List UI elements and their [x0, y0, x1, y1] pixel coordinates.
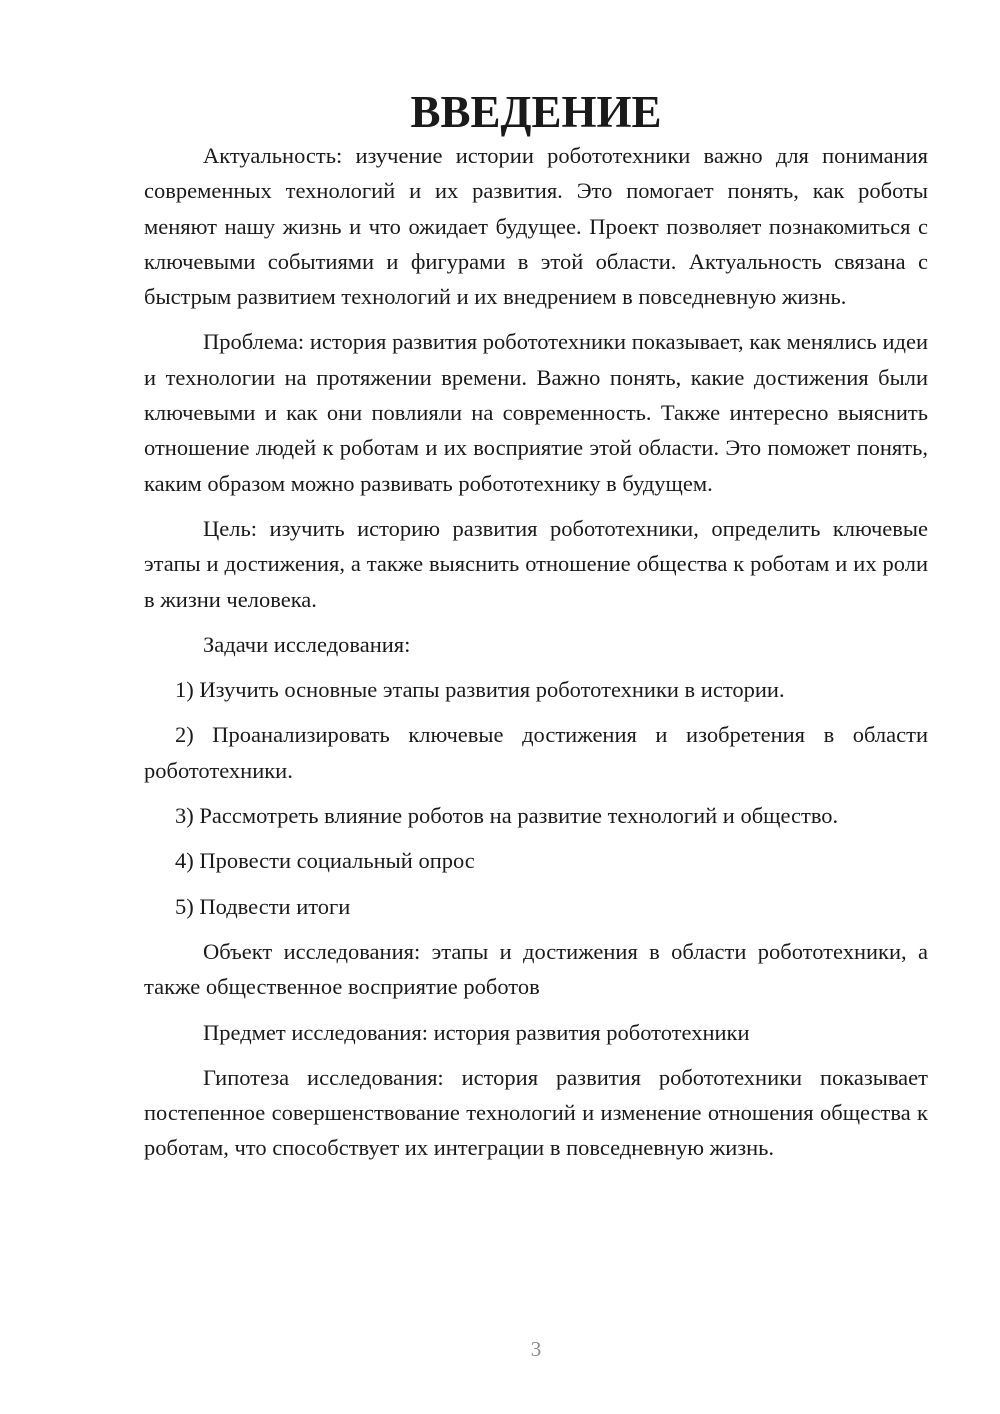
list-item: 2) Проанализировать ключевые достижения и изобретения в области робототехники.: [144, 722, 928, 783]
list-item: 5) Подвести итоги: [175, 893, 351, 919]
page-number: 3: [530, 1337, 542, 1361]
list-item: 4) Провести социальный опрос: [175, 848, 475, 874]
goal-paragraph: Цель: изучить историю развития робототехники, определить ключевые этапы и достижения, а также выяснить отношение общества к роботам и их роли в жизни человека.: [144, 515, 928, 612]
tasks-list: [144, 672, 928, 924]
list-item: 1) Изучить основные этапы развития робототехники в истории.: [175, 677, 785, 703]
list-item: 3) Рассмотреть влияние роботов на развитие технологий и общество.: [175, 803, 839, 829]
subject-paragraph: Предмет исследования: история развития робототехники: [203, 1019, 750, 1045]
page-title: ВВЕДЕНИЕ: [410, 87, 662, 137]
hypothesis-paragraph: Гипотеза исследования: история развития робототехники показывает постепенное совершенствование технологий и изменение отношения общества к роботам, что способствует их интеграции в повседневную жизнь.: [144, 1064, 928, 1161]
object-paragraph: Объект исследования: этапы и достижения в области робототехники, а также общественное восприятие роботов: [144, 938, 928, 1000]
tasks-intro: Задачи исследования:: [203, 631, 411, 657]
problem-paragraph: Проблема: история развития робототехники показывает, как менялись идеи и технологии на протяжении времени. Важно понять, какие достижения были ключевыми и как они повлияли на современность. Также интересно выяснить отношение людей к роботам и их восприятие этой области. Это поможет понять, каким образом можно развивать робототехнику в будущем.: [144, 329, 928, 496]
relevance-paragraph: Актуальность: изучение истории робототехники важно для понимания современных технологий и их развития. Это помогает понять, как роботы меняют нашу жизнь и что ожидает будущее. Проект позволяет познакомиться с ключевыми событиями и фигурами в этой области. Актуальность связана с быстрым развитием технологий и их внедрением в повседневную жизнь.: [144, 143, 928, 310]
